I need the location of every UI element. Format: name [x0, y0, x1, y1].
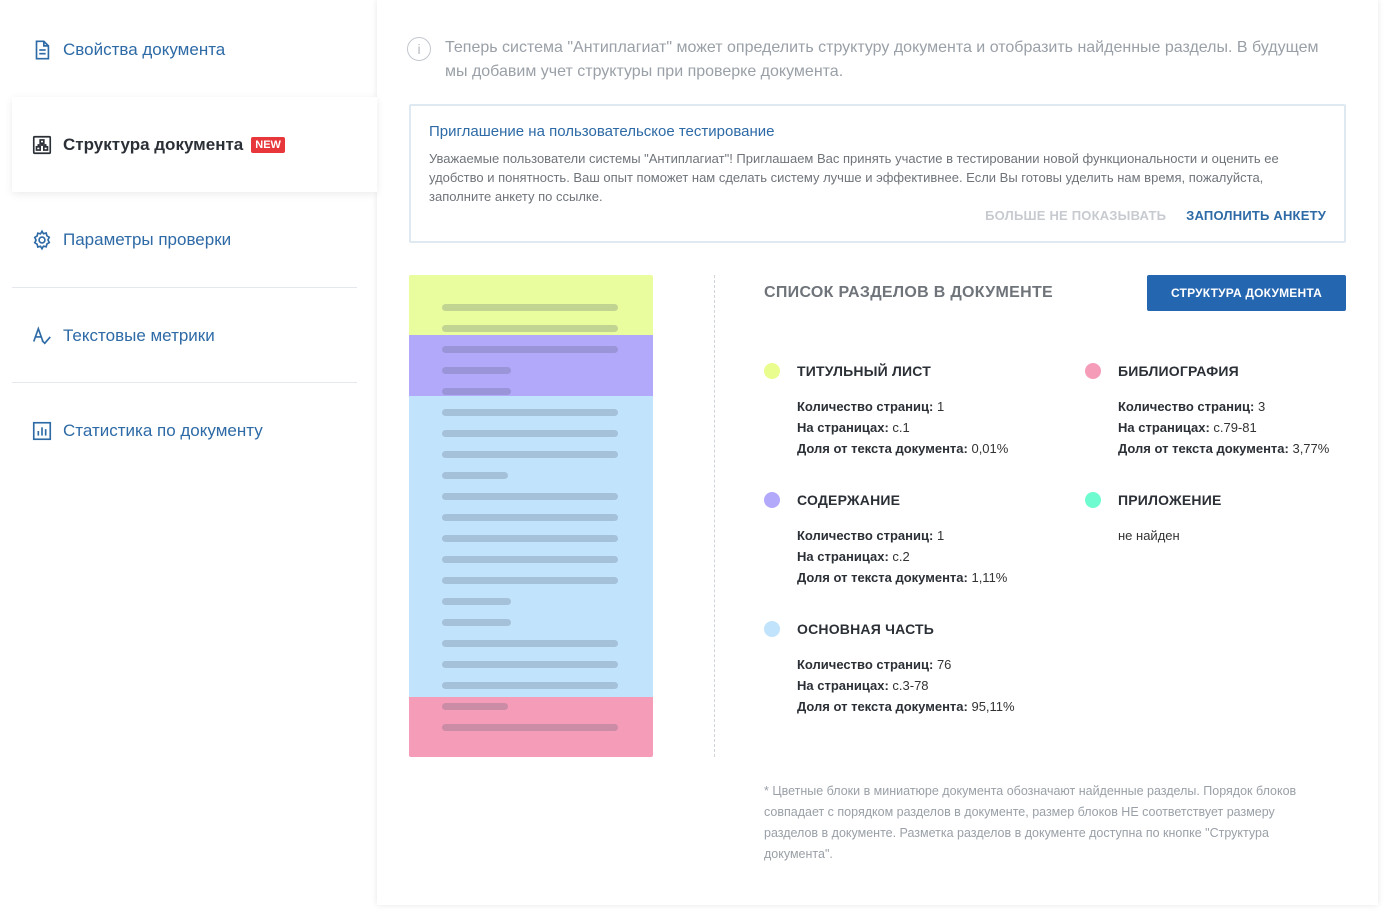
section-name: ПРИЛОЖЕНИЕ — [1118, 492, 1222, 508]
pages-count-value: 1 — [936, 528, 945, 543]
thumbnail-text-line — [442, 325, 618, 332]
on-pages-label: На страницах: — [797, 549, 889, 564]
thumbnail-contents-block — [409, 335, 653, 396]
thumbnail-text-line — [442, 598, 511, 605]
info-notice — [407, 36, 1347, 84]
section-name: СОДЕРЖАНИЕ — [797, 492, 901, 508]
on-pages-label: На страницах: — [1118, 420, 1210, 435]
thumbnail-text-line — [442, 661, 618, 668]
footnote: * Цветные блоки в миниатюре документа обозначают найденные разделы. Порядок блоков совпадает с порядком разделов в документе, размер блоков НЕ соответствует размеру разделов в документе. Разметка разделов в документе доступна по кнопке "Структура документа". — [764, 784, 1297, 861]
thumbnail-text-line — [442, 703, 508, 710]
info-icon: i — [407, 37, 431, 61]
structure-icon — [31, 134, 53, 156]
thumbnail-text-line — [442, 304, 618, 311]
on-pages-value: с.1 — [892, 420, 910, 435]
gear-icon — [31, 229, 53, 251]
section-color-dot — [764, 363, 780, 379]
sidebar-item-text-metrics[interactable] — [12, 288, 357, 383]
vertical-divider — [714, 275, 715, 757]
on-pages-label: На страницах: — [797, 678, 889, 693]
document-thumbnail — [409, 275, 653, 757]
section-title-page — [764, 363, 1054, 459]
on-pages-label: На страницах: — [797, 420, 889, 435]
sidebar — [0, 0, 377, 917]
thumbnail-text-line — [442, 451, 618, 458]
sidebar-item-label: Статистика по документу — [63, 420, 263, 440]
section-name: БИБЛИОГРАФИЯ — [1118, 363, 1239, 379]
text-metrics-icon — [31, 325, 53, 347]
share-value: 1,11% — [971, 570, 1008, 585]
thumbnail-text-line — [442, 640, 618, 647]
thumbnail-text-line — [442, 430, 618, 437]
pages-count-label: Количество страниц: — [797, 528, 934, 543]
section-name: ТИТУЛЬНЫЙ ЛИСТ — [797, 363, 931, 379]
thumbnail-text-line — [442, 409, 618, 416]
sidebar-item-document-statistics[interactable] — [12, 383, 357, 478]
info-text: Теперь система "Антиплагиат" может определить структуру документа и отобразить найденные разделы. В будущем мы добавим учет структуры при проверке документа. — [445, 39, 1319, 80]
thumbnail-text-line — [442, 535, 618, 542]
sidebar-item-label: Параметры проверки — [63, 229, 232, 249]
section-name: ОСНОВНАЯ ЧАСТЬ — [797, 621, 935, 637]
thumbnail-text-line — [442, 388, 511, 395]
thumbnail-text-line — [442, 619, 511, 626]
invitation-text: Уважаемые пользователи системы "Антиплагиат"! Приглашаем Вас принять участие в тестировании новой функциональности и оценить ее удобство и понятность. Ваш опыт поможет нам сделать систему лучше и эффективнее. Если Вы готовы уделить нам время, пожалуйста, заполните анкету по ссылке. — [429, 151, 1279, 204]
thumbnail-text-line — [442, 346, 618, 353]
thumbnail-text-line — [442, 577, 618, 584]
share-label: Доля от текста документа: — [1118, 441, 1289, 456]
sidebar-item-document-structure[interactable] — [12, 97, 377, 192]
dismiss-button[interactable]: БОЛЬШЕ НЕ ПОКАЗЫВАТЬ — [985, 208, 1167, 223]
chart-icon — [31, 420, 53, 442]
on-pages-value: с.3-78 — [892, 678, 929, 693]
pages-count-value: 76 — [936, 657, 952, 672]
thumbnail-text-line — [442, 493, 618, 500]
pages-count-label: Количество страниц: — [1118, 399, 1255, 414]
new-badge: NEW — [251, 137, 285, 153]
thumbnail-text-line — [442, 367, 511, 374]
document-structure-button[interactable]: СТРУКТУРА ДОКУМЕНТА — [1147, 275, 1346, 311]
sidebar-item-label: Текстовые метрики — [63, 325, 215, 345]
section-main-part — [764, 621, 1054, 717]
sidebar-item-check-parameters[interactable] — [12, 192, 357, 287]
thumbnail-text-line — [442, 682, 618, 689]
pages-count-value: 3 — [1257, 399, 1266, 414]
thumbnail-text-line — [442, 472, 508, 479]
fill-survey-button[interactable]: ЗАПОЛНИТЬ АНКЕТУ — [1186, 208, 1326, 223]
share-value: 0,01% — [971, 441, 1009, 456]
pages-count-label: Количество страниц: — [797, 399, 934, 414]
sidebar-item-label: Структура документа — [63, 134, 244, 154]
on-pages-value: с.79-81 — [1213, 420, 1257, 435]
on-pages-value: с.2 — [892, 549, 910, 564]
sidebar-item-label: Свойства документа — [63, 39, 226, 59]
document-icon — [31, 39, 53, 61]
share-value: 95,11% — [971, 699, 1015, 714]
section-color-dot — [764, 621, 780, 637]
invitation-title: Приглашение на пользовательское тестирование — [429, 123, 775, 140]
thumbnail-text-line — [442, 724, 618, 731]
main-panel — [377, 0, 1378, 905]
sidebar-item-document-properties[interactable] — [12, 2, 357, 97]
thumbnail-text-line — [442, 514, 618, 521]
section-appendix — [1085, 492, 1375, 546]
share-label: Доля от текста документа: — [797, 441, 968, 456]
share-value: 3,77% — [1292, 441, 1330, 456]
thumbnail-text-line — [442, 556, 618, 563]
pages-count-label: Количество страниц: — [797, 657, 934, 672]
section-contents — [764, 492, 1054, 588]
section-color-dot — [1085, 363, 1101, 379]
section-bibliography — [1085, 363, 1375, 459]
pages-count-value: 1 — [936, 399, 945, 414]
invitation-actions — [985, 208, 1326, 223]
section-color-dot — [1085, 492, 1101, 508]
share-label: Доля от текста документа: — [797, 699, 968, 714]
thumbnail-main-block — [409, 396, 653, 697]
section-status: не найден — [1118, 528, 1180, 543]
sections-list-title: СПИСОК РАЗДЕЛОВ В ДОКУМЕНТЕ — [764, 284, 1054, 301]
share-label: Доля от текста документа: — [797, 570, 968, 585]
section-color-dot — [764, 492, 780, 508]
invitation-card — [409, 104, 1346, 243]
